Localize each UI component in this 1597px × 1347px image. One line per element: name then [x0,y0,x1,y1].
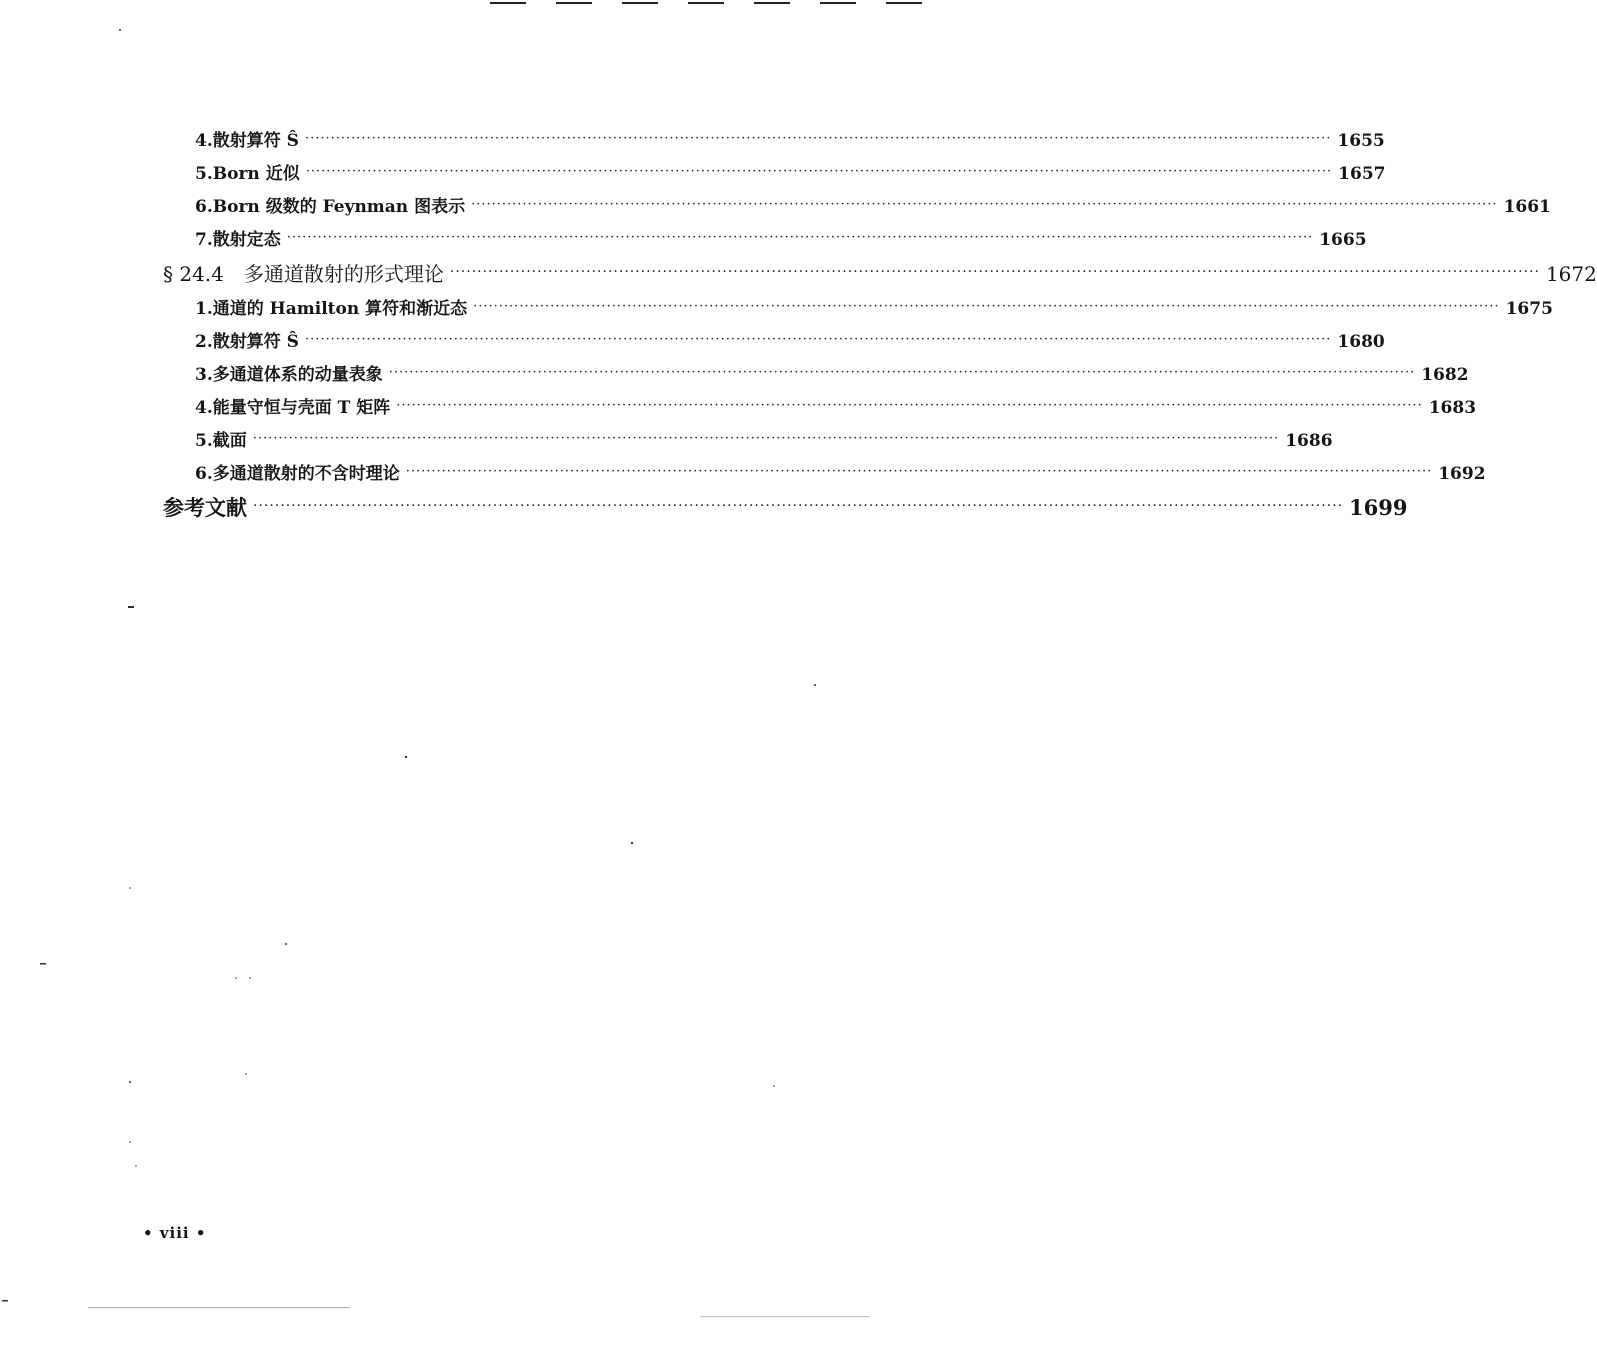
dot-leader: ········································································································································································································ [304,131,1332,146]
dot-leader: ········································································································································································································ [253,498,1344,514]
toc-entry-page: 1661 [1503,197,1551,217]
toc-entry-page: 1680 [1337,332,1385,352]
toc-entry-title: 参考文献 [163,495,247,520]
dot-leader: ········································································································································································································ [473,299,1500,314]
dot-leader: ········································································································································································································ [449,264,1540,280]
toc-entry-title: 5.截面 [195,431,247,451]
toc-entry-title: 6.Born 级数的 Feynman 图表示 [195,197,466,217]
dot-leader: ········································································································································································································ [304,332,1332,347]
dot-leader: ········································································································································································································ [396,398,1423,413]
page-number-footer: • viii • [143,1224,207,1242]
toc-entry-title: 4.能量守恒与壳面 T 矩阵 [195,398,391,418]
dot-leader: ········································································································································································································ [388,365,1416,380]
toc-entry-page: 1657 [1338,164,1386,184]
toc-section-title: § 24.4 多通道散射的形式理论 [163,262,444,286]
dot-leader: ········································································································································································································ [405,464,1433,479]
toc-entry-page: 1672 [1545,262,1597,286]
toc-entry-page: 1655 [1337,131,1385,151]
dot-leader: ········································································································································································································ [286,230,1314,245]
toc-entry-title: 7.散射定态 [195,230,281,250]
toc-entry-title: 4.散射算符 Ŝ [195,131,299,151]
toc-entry-title: 2.散射算符 Ŝ [195,332,299,352]
toc-entry-page: 1686 [1285,431,1333,451]
toc-entry-title: 5.Born 近似 [195,164,300,184]
toc-entry-page: 1692 [1438,464,1486,484]
toc-entry-page: 1665 [1319,230,1367,250]
toc-entry-title: 6.多通道散射的不含时理论 [195,464,400,484]
toc-entry-page: 1682 [1421,365,1469,385]
toc-entry-title: 3.多通道体系的动量表象 [195,365,383,385]
toc-entry-page: 1699 [1349,495,1408,520]
toc-entry-title: 1.通道的 Hamilton 算符和渐近态 [195,299,468,319]
toc-entry-page: 1683 [1428,398,1477,418]
dot-leader: ········································································································································································································ [252,431,1280,446]
dot-leader: ········································································································································································································ [471,197,1498,212]
dot-leader: ········································································································································································································ [305,164,1333,179]
toc-entry-page: 1675 [1505,299,1553,319]
